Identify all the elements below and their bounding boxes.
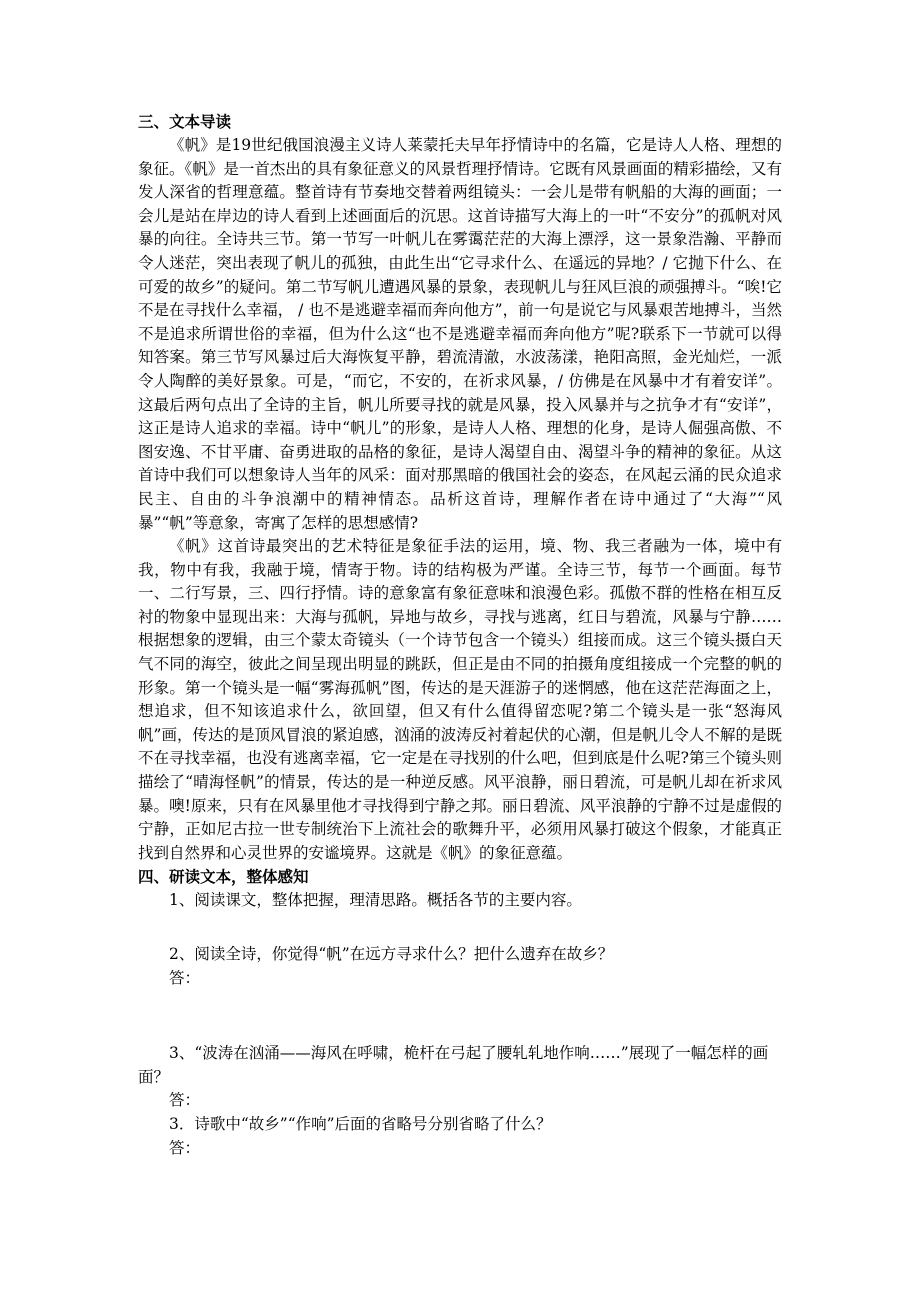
- answer-4-label: 答：: [169, 1138, 201, 1157]
- question-3: 3、“波涛在汹涌——海风在呼啸，桅杆在弓起了腰轧轧地作响……”展现了一幅怎样的画面？: [138, 1044, 769, 1086]
- answer-2-label: 答：: [169, 968, 201, 987]
- question-2: 2、阅读全诗，你觉得“帆”在远方寻求什么？把什么遗弃在故乡？: [169, 945, 614, 963]
- document-page: [138, 110, 782, 1160]
- question-1: 1、阅读课文，整体把握，理清思路。概括各节的主要内容。: [169, 891, 582, 910]
- section-3-paragraph-1: 《帆》是19世纪俄国浪漫主义诗人莱蒙托夫早年抒情诗中的名篇，它是诗人人格、理想的象征。《帆》是一首杰出的具有象征意义的风景哲理抒情诗。它既有风景画面的精彩描绘，又有发人深省的哲理意蕴。整首诗有节奏地交替着两组镜头：一会儿是带有帆船的大海的画面；一会儿是站在岸边的诗人看到上述画面后的沉思。这首诗描写大海上的一叶“不安分”的孤帆对风暴的向往。全诗共三节。第一节写一叶帆儿在雾霭茫茫的大海上漂浮，这一景象浩瀚、平静而令人迷茫，突出表现了帆儿的孤独，由此生出“它寻求什么、在遥远的异地？/ 它抛下什么、在可爱的故乡”的疑问。第二节写帆儿遭遇风暴的景象，表现帆儿与狂风巨浪的顽强搏斗。“唉!它不是在寻找什么幸福， / 也不是逃避幸福而奔向他方”，前一句是说它与风暴艰苦地搏斗，当然不是追求所谓世俗的幸福，但为什么这“也不是逃避幸福而奔向他方”呢?联系下一节就可以得知答案。第三节写风暴过后大海恢复平静，碧流清澈，水波荡漾，艳阳高照，金光灿烂，一派令人陶醉的美好景象。可是，“而它，不安的，在祈求风暴，/ 仿佛是在风暴中才有着安详”。这最后两句点出了全诗的主旨，帆儿所要寻找的就是风暴，投入风暴并与之抗争才有“安详”，这正是诗人追求的幸福。诗中“帆儿”的形象，是诗人人格、理想的化身，是诗人倔强高傲、不图安逸、不甘平庸、奋勇进取的品格的象征，是诗人渴望自由、渴望斗争的精神的象征。从这首诗中我们可以想象诗人当年的风采：面对那黑暗的俄国社会的姿态，在风起云涌的民众追求民主、自由的斗争浪潮中的精神情态。品析这首诗，理解作者在诗中通过了“大海”“风暴”“帆”等意象，寄寓了怎样的思想感情?: [138, 136, 782, 532]
- section-4-heading: 四、研读文本，整体感知: [138, 867, 309, 887]
- answer-3-label: 答：: [169, 1091, 201, 1110]
- section-3-paragraph-2: 《帆》这首诗最突出的艺术特征是象征手法的运用，境、物、我三者融为一体，境中有我，物中有我，我融于境，情寄于物。诗的结构极为严谨。全诗三节，每节一个画面。每节一、二行写景，三、四行抒情。诗的意象富有象征意味和浪漫色彩。孤傲不群的性格在相互反衬的物象中显现出来：大海与孤帆，异地与故乡，寻找与逃离，红日与碧流，风暴与宁静……根据想象的逻辑，由三个蒙太奇镜头（一个诗节包含一个镜头）组接而成。这三个镜头摄白天气不同的海空，彼此之间呈现出明显的跳跃，但正是由不同的拍摄角度组接成一个完整的帆的形象。第一个镜头是一幅“雾海孤帆”图，传达的是天涯游子的迷惘感，他在这茫茫海面之上，想追求，但不知该追求什么，欲回望，但又有什么值得留恋呢?第二个镜头是一张“怒海风帆”画，传达的是顶风冒浪的紧迫感，汹涌的波涛反衬着起伏的心潮，但是帆儿令人不解的是既不在寻找幸福，也没有逃离幸福，它一定是在寻找别的什么吧，但到底是什么呢?第三个镜头则描绘了“晴海怪帆”的情景，传达的是一种逆反感。风平浪静，丽日碧流，可是帆儿却在祈求风暴。噢!原来，只有在风暴里他才寻找得到宁静之邦。丽日碧流、风平浪静的宁静不过是虚假的宁静，正如尼古拉一世专制统治下上流社会的歌舞升平，必须用风暴打破这个假象，才能真正找到自然界和心灵世界的安谧境界。这就是《帆》的象征意蕴。: [138, 537, 782, 862]
- question-4: 3．诗歌中“故乡”“作响”后面的省略号分别省略了什么？: [169, 1114, 552, 1133]
- section-3-heading: 三、文本导读: [138, 112, 232, 131]
